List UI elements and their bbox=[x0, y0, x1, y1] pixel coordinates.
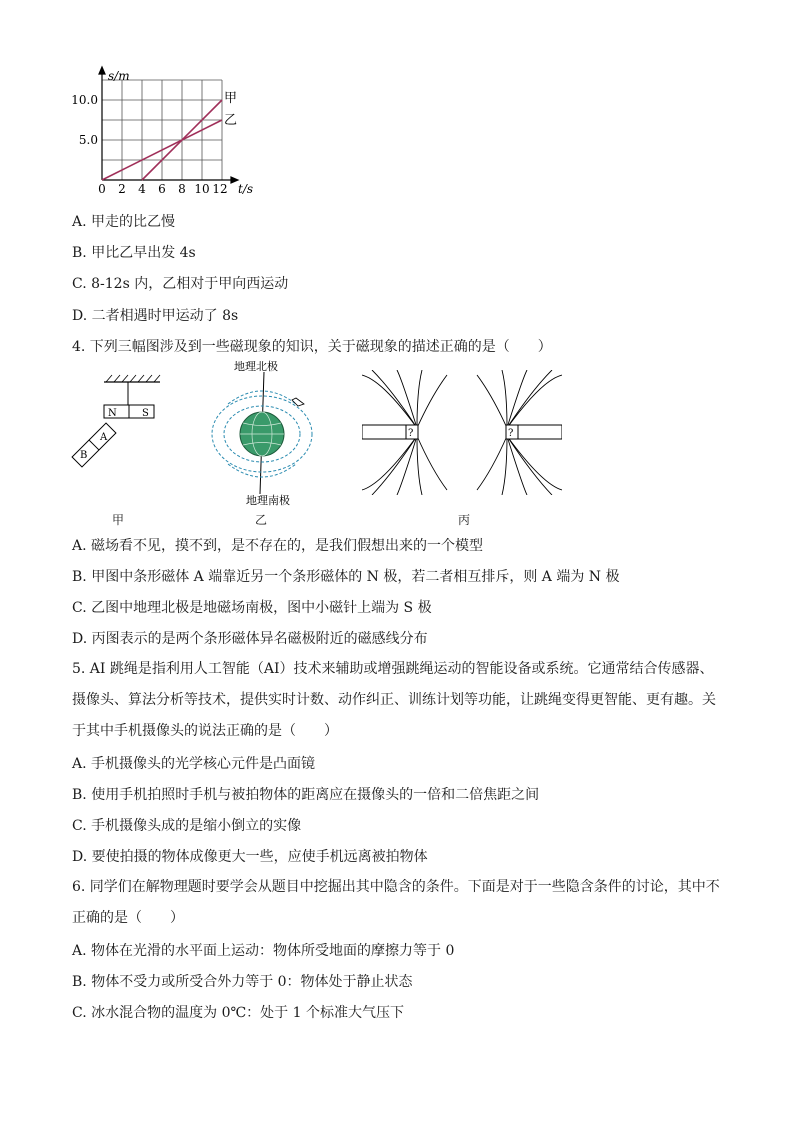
x-tick: 10 bbox=[194, 182, 210, 196]
q6-option-b: B. 物体不受力或所受合外力等于 0：物体处于静止状态 bbox=[72, 974, 413, 990]
q5-option-a: A. 手机摄像头的光学核心元件是凸面镜 bbox=[72, 756, 316, 772]
figure-yi bbox=[198, 358, 323, 508]
figure-bing bbox=[362, 370, 562, 495]
q6-option-c: C. 冰水混合物的温度为 0℃：处于 1 个标准大气压下 bbox=[72, 1005, 404, 1021]
q4-option-b: B. 甲图中条形磁体 A 端靠近另一个条形磁体的 N 极，若二者相互排斥，则 A 端为 N 极 bbox=[72, 569, 620, 585]
figure-bing-caption: 丙 bbox=[458, 513, 471, 527]
y-tick: 10.0 bbox=[71, 93, 98, 107]
q3-option-d: D. 二者相遇时甲运动了 8s bbox=[72, 308, 239, 324]
x-tick: 2 bbox=[118, 182, 126, 196]
line-yi-label: 乙 bbox=[224, 113, 238, 128]
x-axis-label: t/s bbox=[238, 182, 254, 196]
y-tick: 5.0 bbox=[78, 133, 98, 147]
figure-jia bbox=[68, 370, 168, 470]
figure-jia-caption: 甲 bbox=[112, 513, 125, 527]
magnet-ab bbox=[72, 423, 116, 467]
x-tick: 8 bbox=[178, 182, 186, 196]
svg-text:B: B bbox=[80, 450, 88, 461]
q6-stem: 6. 同学们在解物理题时要学会从题目中挖掘出其中隐含的条件。下面是对于一些隐含条件的讨论，其中不正确的是（ ） bbox=[72, 879, 720, 926]
x-tick: 4 bbox=[138, 182, 146, 196]
x-tick: 12 bbox=[212, 182, 228, 196]
svg-text:A: A bbox=[100, 432, 108, 443]
q5-stem: 5. AI 跳绳是指利用人工智能（AI）技术来辅助或增强跳绳运动的智能设备或系统。它通常结合传感器、摄像头、算法分析等技术，提供实时计数、动作纠正、训练计划等功能，让跳绳变得更智能、更有趣。关于其中手机摄像头的说法正确的是（ ） bbox=[72, 661, 716, 739]
q3-option-b: B. 甲比乙早出发 4s bbox=[72, 245, 196, 261]
q4-option-c: C. 乙图中地理北极是地磁场南极，图中小磁针上端为 S 极 bbox=[72, 600, 432, 616]
svg-text:?: ? bbox=[508, 428, 514, 439]
right-magnet bbox=[506, 425, 562, 439]
svg-text:?: ? bbox=[408, 428, 414, 439]
q6-option-a: A. 物体在光滑的水平面上运动：物体所受地面的摩擦力等于 0 bbox=[72, 943, 455, 959]
q3-option-a: A. 甲走的比乙慢 bbox=[72, 214, 176, 230]
svg-text:地理南极: 地理南极 bbox=[246, 494, 290, 507]
q4-stem: 4. 下列三幅图涉及到一些磁现象的知识，关于磁现象的描述正确的是（ ） bbox=[72, 339, 552, 355]
x-tick: 0 bbox=[98, 182, 106, 196]
y-axis-label: s/m bbox=[108, 69, 130, 83]
line-jia-label: 甲 bbox=[224, 91, 238, 106]
q5-option-b: B. 使用手机拍照时手机与被拍物体的距离应在摄像头的一倍和二倍焦距之间 bbox=[72, 787, 540, 803]
q3-option-c: C. 8-12s 内，乙相对于甲向西运动 bbox=[72, 276, 289, 292]
q5-option-d: D. 要使拍摄的物体成像更大一些，应使手机远离被拍物体 bbox=[72, 849, 428, 865]
x-tick: 6 bbox=[158, 182, 166, 196]
figure-yi-caption: 乙 bbox=[255, 513, 268, 527]
q5-option-c: C. 手机摄像头成的是缩小倒立的实像 bbox=[72, 818, 302, 834]
q4-option-d: D. 丙图表示的是两个条形磁体异名磁极附近的磁感线分布 bbox=[72, 631, 428, 647]
q4-option-a: A. 磁场看不见，摸不到，是不存在的，是我们假想出来的一个模型 bbox=[72, 538, 484, 554]
svg-text:地理北极: 地理北极 bbox=[234, 360, 278, 373]
svg-text:S: S bbox=[142, 408, 149, 419]
svg-text:N: N bbox=[108, 408, 117, 419]
graph-grid bbox=[102, 80, 222, 180]
st-graph bbox=[60, 60, 260, 200]
